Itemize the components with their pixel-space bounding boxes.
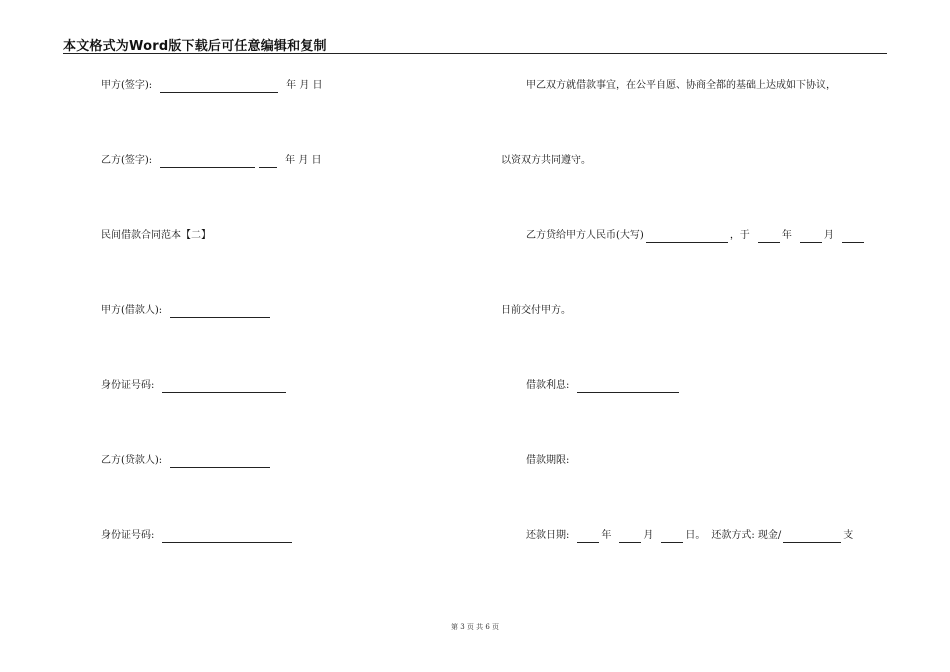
delivery-text: 日前交付甲方。 bbox=[501, 305, 571, 316]
party-b-lender-line bbox=[101, 454, 272, 468]
interest-label: 借款利息: bbox=[526, 380, 570, 391]
loan-date-yu: ，于 bbox=[729, 230, 750, 241]
party-b-sign-label: 乙方(签字): bbox=[101, 155, 153, 166]
party-a-sign-label: 甲方(签字): bbox=[101, 80, 153, 91]
loan-amount-line bbox=[526, 229, 866, 243]
repay-year-label: 年 bbox=[601, 530, 612, 541]
repay-year-blank bbox=[577, 531, 599, 543]
id-number-b-blank bbox=[162, 531, 292, 543]
id-number-b-line bbox=[101, 529, 294, 543]
term-label: 借款期限: bbox=[526, 455, 570, 466]
document-header-title: 本文格式为Word版下载后可任意编辑和复制 bbox=[63, 39, 327, 54]
party-a-sign-date: 年 月 日 bbox=[286, 80, 323, 91]
party-a-borrower-blank bbox=[170, 306, 270, 318]
term-line bbox=[526, 454, 569, 468]
interest-blank bbox=[577, 381, 679, 393]
loan-amount-label: 乙方贷给甲方人民币(大写) bbox=[526, 230, 644, 241]
party-b-lender-label: 乙方(贷款人): bbox=[101, 455, 163, 466]
repayment-line bbox=[526, 529, 853, 543]
repay-method-end: 支 bbox=[843, 530, 854, 541]
delivery-line bbox=[501, 304, 571, 318]
party-a-borrower-line bbox=[101, 304, 272, 318]
section-title-line bbox=[101, 229, 211, 243]
intro-line-1 bbox=[526, 79, 836, 93]
page-number-footer: 第 3 页 共 6 页 bbox=[450, 623, 500, 631]
repay-month-blank bbox=[619, 531, 641, 543]
header-divider bbox=[63, 53, 887, 54]
party-b-signature-blank-2 bbox=[259, 156, 277, 168]
id-number-a-line bbox=[101, 379, 288, 393]
loan-amount-blank bbox=[646, 231, 728, 243]
section-title: 民间借款合同范本【二】 bbox=[101, 230, 211, 241]
party-a-signature-line bbox=[101, 79, 323, 93]
intro-line-2 bbox=[501, 154, 591, 168]
party-b-lender-blank bbox=[170, 456, 270, 468]
party-b-signature-line bbox=[101, 154, 322, 168]
id-number-b-label: 身份证号码: bbox=[101, 530, 155, 541]
loan-month-blank bbox=[800, 231, 822, 243]
loan-year-label: 年 bbox=[781, 230, 792, 241]
intro-text-2: 以资双方共同遵守。 bbox=[501, 155, 591, 166]
repay-method-blank bbox=[783, 531, 841, 543]
party-b-signature-blank bbox=[160, 156, 255, 168]
repay-day-label: 日。 bbox=[685, 530, 706, 541]
interest-line bbox=[526, 379, 681, 393]
repay-day-blank bbox=[661, 531, 683, 543]
repay-month-label: 月 bbox=[643, 530, 654, 541]
id-number-a-label: 身份证号码: bbox=[101, 380, 155, 391]
intro-text-1: 甲乙双方就借款事宜，在公平自愿、协商全都的基础上达成如下协议， bbox=[526, 80, 836, 91]
loan-day-blank bbox=[842, 231, 864, 243]
party-a-signature-blank bbox=[160, 81, 278, 93]
loan-month-label: 月 bbox=[823, 230, 834, 241]
party-a-borrower-label: 甲方(借款人): bbox=[101, 305, 163, 316]
loan-year-blank bbox=[758, 231, 780, 243]
repay-date-label: 还款日期: bbox=[526, 530, 570, 541]
id-number-a-blank bbox=[162, 381, 286, 393]
repay-method-label: 还款方式: 现金/ bbox=[711, 530, 782, 541]
party-b-sign-date: 年 月 日 bbox=[285, 155, 322, 166]
